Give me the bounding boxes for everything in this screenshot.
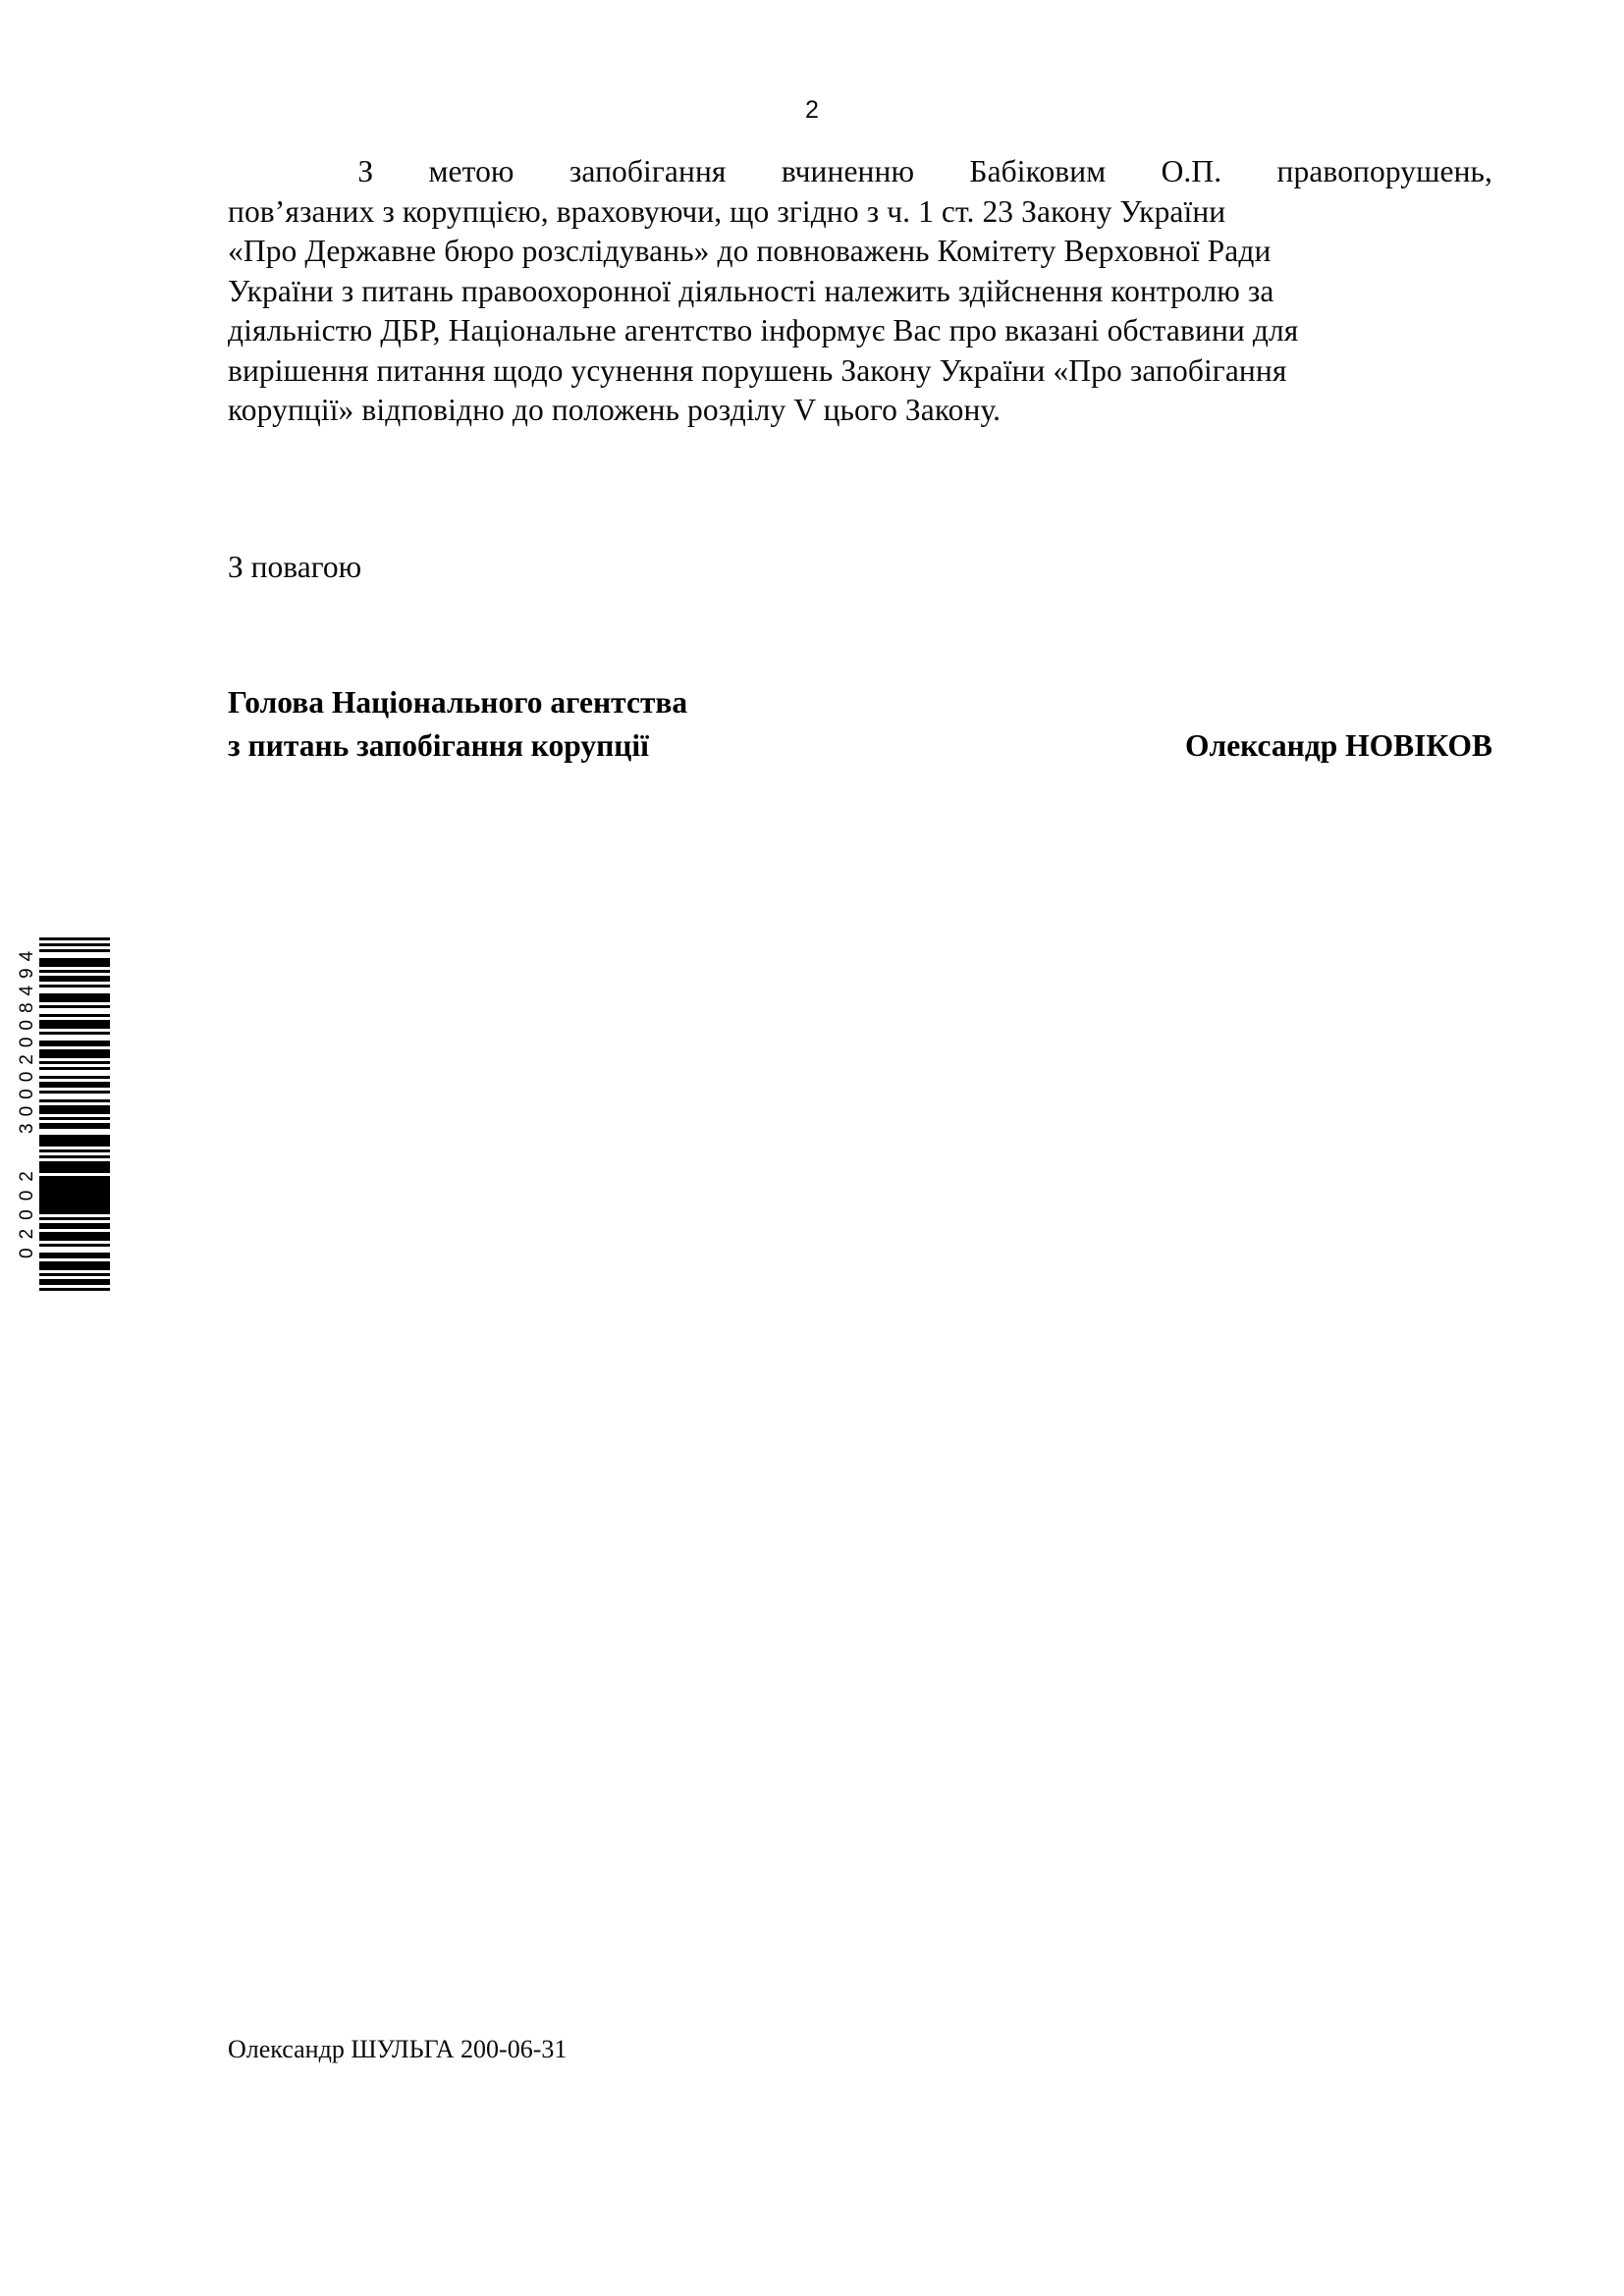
paragraph-word: правопорушень,	[1276, 154, 1492, 188]
paragraph-word: Бабіковим	[969, 154, 1107, 188]
main-paragraph	[228, 152, 1492, 431]
paragraph-word: О.П.	[1161, 154, 1222, 188]
barcode-secondary-digits: 02002	[17, 1162, 37, 1258]
paragraph-line-3: «Про Державне бюро розслідувань» до повноважень Комітету Верховної Ради	[228, 234, 1272, 268]
barcode-secondary-bars	[39, 1155, 110, 1291]
paragraph-line-2: пов’язаних з корупцією, враховуючи, що згідно з ч. 1 ст. 23 Закону України	[228, 193, 1226, 229]
paragraph-line-6: вирішення питання щодо усунення порушень Закону України «Про запобігання	[228, 352, 1287, 388]
signature-block	[228, 681, 1492, 768]
paragraph-word: З	[357, 154, 374, 188]
footer-executor-line: Олександр ШУЛЬГА 200-06-31	[228, 2035, 568, 2063]
paragraph-word: метою	[428, 154, 514, 188]
signature-title-line-1: Голова Національного агентства	[228, 685, 688, 720]
signature-title-line-2: з питань запобігання корупції	[228, 728, 649, 763]
first-line-indent	[228, 152, 302, 192]
barcode-stamp	[18, 937, 135, 1271]
signatory-name: Олександр НОВІКОВ	[1185, 728, 1492, 763]
paragraph-line-5: діяльністю ДБР, Національне агентство інформує Вас про вказані обставини для	[228, 313, 1299, 347]
paragraph-word: вчиненню	[781, 154, 915, 188]
paragraph-word: запобігання	[568, 154, 727, 188]
signature-row	[228, 724, 1492, 768]
barcode-secondary	[18, 1155, 110, 1291]
paragraph-line-1	[228, 152, 1492, 192]
body-text-block	[228, 152, 1492, 431]
closing-salutation: З повагою	[228, 550, 362, 584]
paragraph-line-7: корупції» відповідно до положень розділу V цього Закону.	[228, 393, 1001, 427]
barcode-primary-digits: 30002008494	[17, 943, 37, 1134]
paragraph-line-4: України з питань правоохоронної діяльності належить здійснення контролю за	[228, 273, 1274, 308]
page-number: 2	[805, 96, 819, 124]
